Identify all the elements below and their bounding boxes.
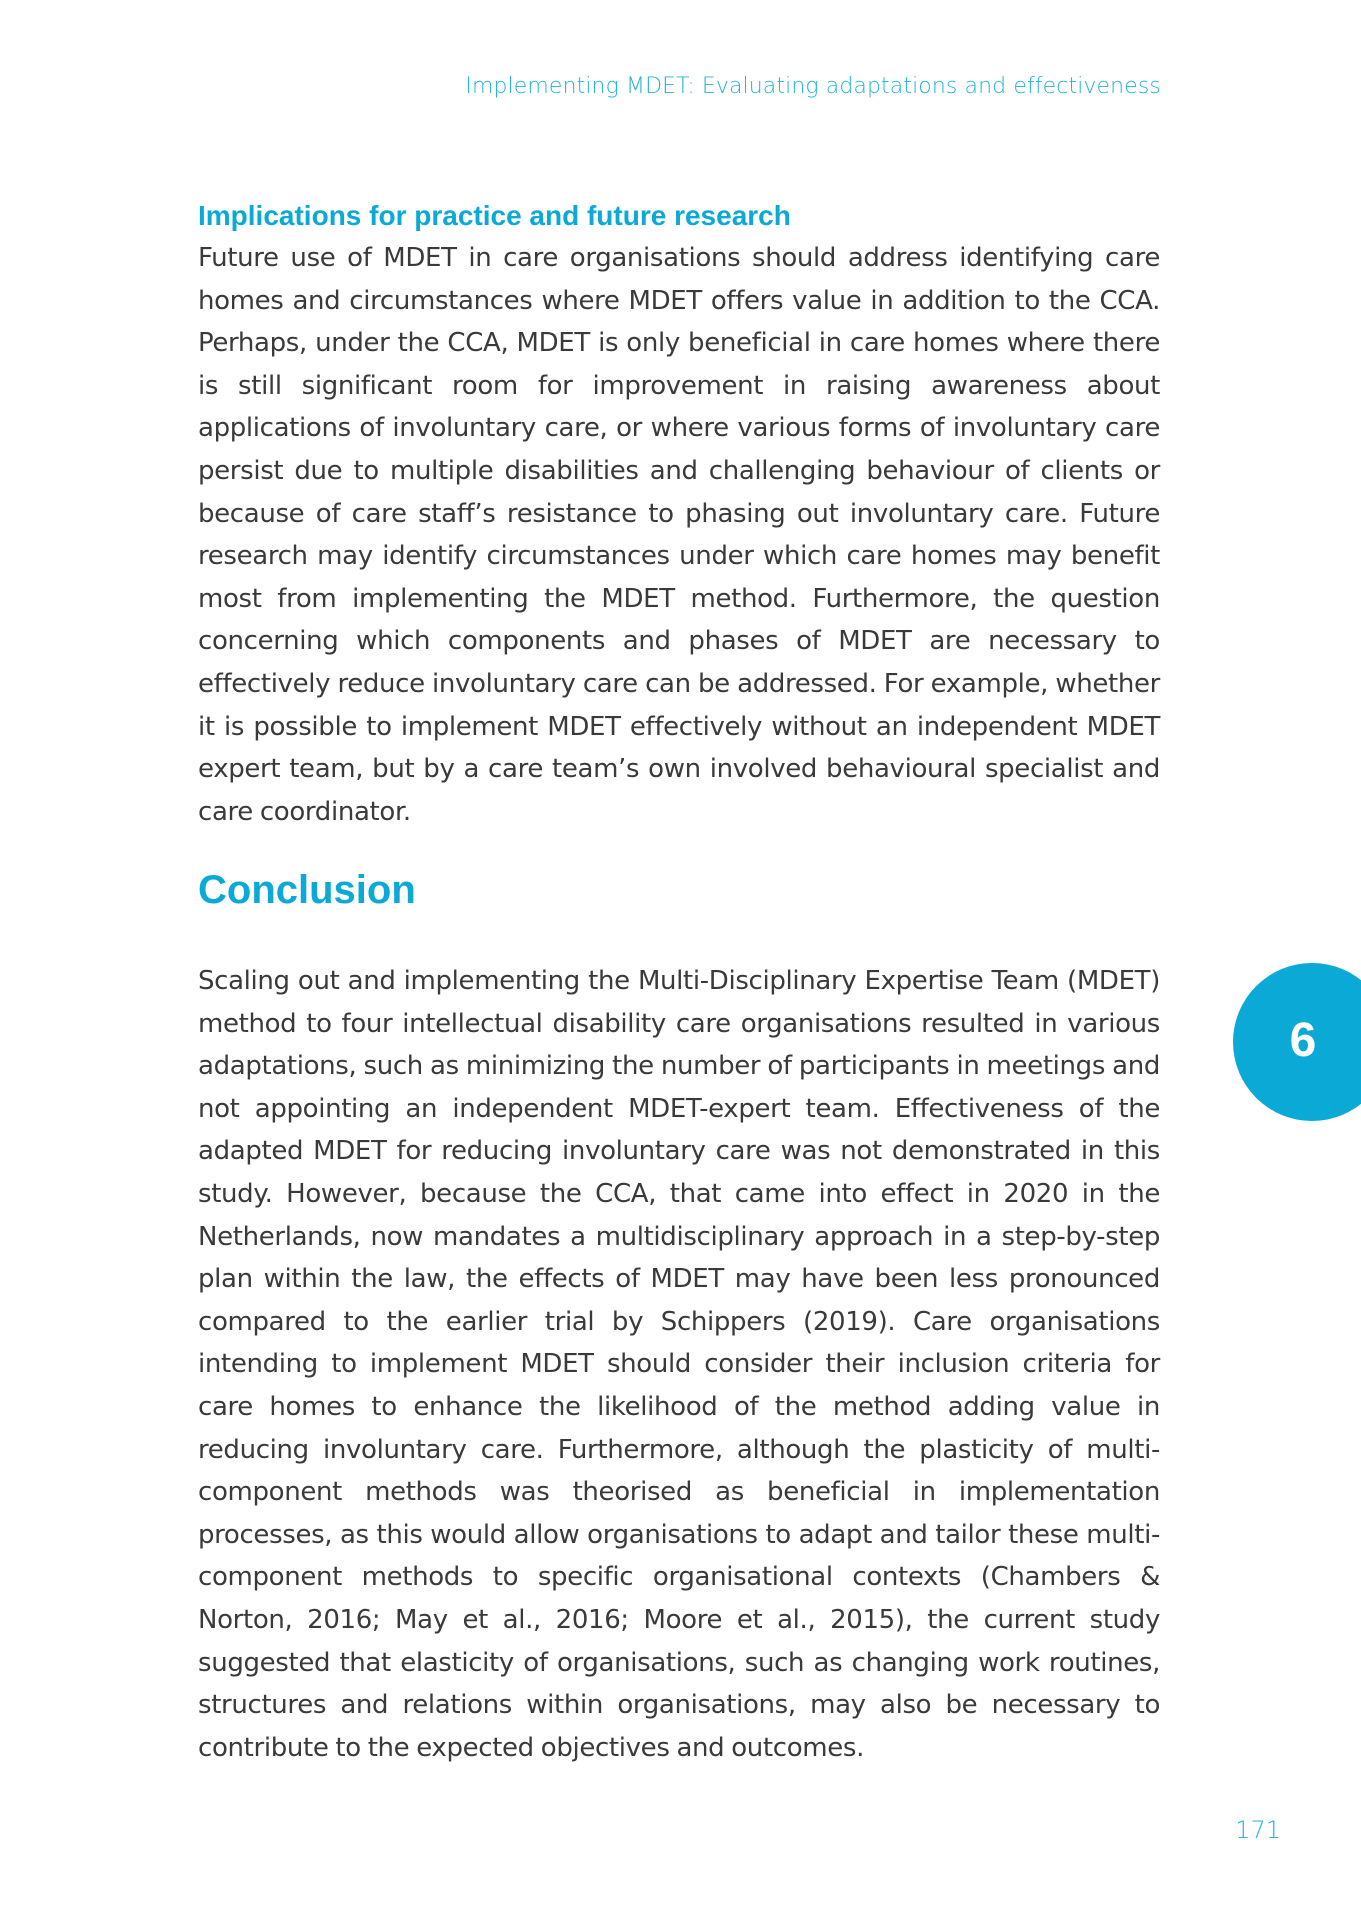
conclusion-section <box>198 960 1160 1769</box>
implications-heading: Implications for practice and future research <box>198 200 791 231</box>
implications-section <box>198 195 1160 833</box>
implications-paragraph: Future use of MDET in care organisations should address identifying care homes and circumstances where MDET offers value in addition to the CCA. Perhaps, under the CCA, MDET is only beneficial in care homes where there is still significant room for improvement in raising awareness about applications of involuntary care, or where various forms of involuntary care persist due to multiple disabilities and challenging behaviour of clients or because of care staff’s resistance to phasing out involuntary care. Future research may identify circumstances under which care homes may benefit most from implementing the MDET method. Furthermore, the question concerning which components and phases of MDET are necessary to effectively reduce involuntary care can be addressed. For example, whether it is possible to implement MDET effectively without an independent MDET expert team, but by a care team’s own involved behavioural specialist and care coordinator. <box>198 243 1160 827</box>
conclusion-paragraph: Scaling out and implementing the Multi-Disciplinary Expertise Team (MDET) method to four intellectual disability care organisations resulted in various adaptations, such as minimizing the number of participants in meetings and not appointing an independent MDET-expert team. Effectiveness of the adapted MDET for reducing involuntary care was not demonstrated in this study. However, because the CCA, that came into effect in 2020 in the Netherlands, now mandates a multidisciplinary approach in a step-by-step plan within the law, the effects of MDET may have been less pronounced compared to the earlier trial by Schippers (2019). Care organisations intending to implement MDET should consider their inclusion criteria for care homes to enhance the likelihood of the method adding value in reducing involuntary care. Furthermore, although the plasticity of multi-component methods was theorised as beneficial in implementation processes, as this would allow organisations to adapt and tailor these multi-component methods to specific organisational contexts (Chambers & Norton, 2016; May et al., 2016; Moore et al., 2015), the current study suggested that elasticity of organisations, such as changing work routines, structures and relations within organisations, may also be necessary to contribute to the expected objectives and outcomes. <box>198 966 1160 1763</box>
running-header: Implementing MDET: Evaluating adaptations and effectiveness <box>465 74 1161 99</box>
page-number: 171 <box>1235 1816 1281 1844</box>
conclusion-heading: Conclusion <box>198 868 416 912</box>
chapter-number: 6 <box>1289 1014 1317 1067</box>
chapter-tab <box>1233 963 1361 1121</box>
